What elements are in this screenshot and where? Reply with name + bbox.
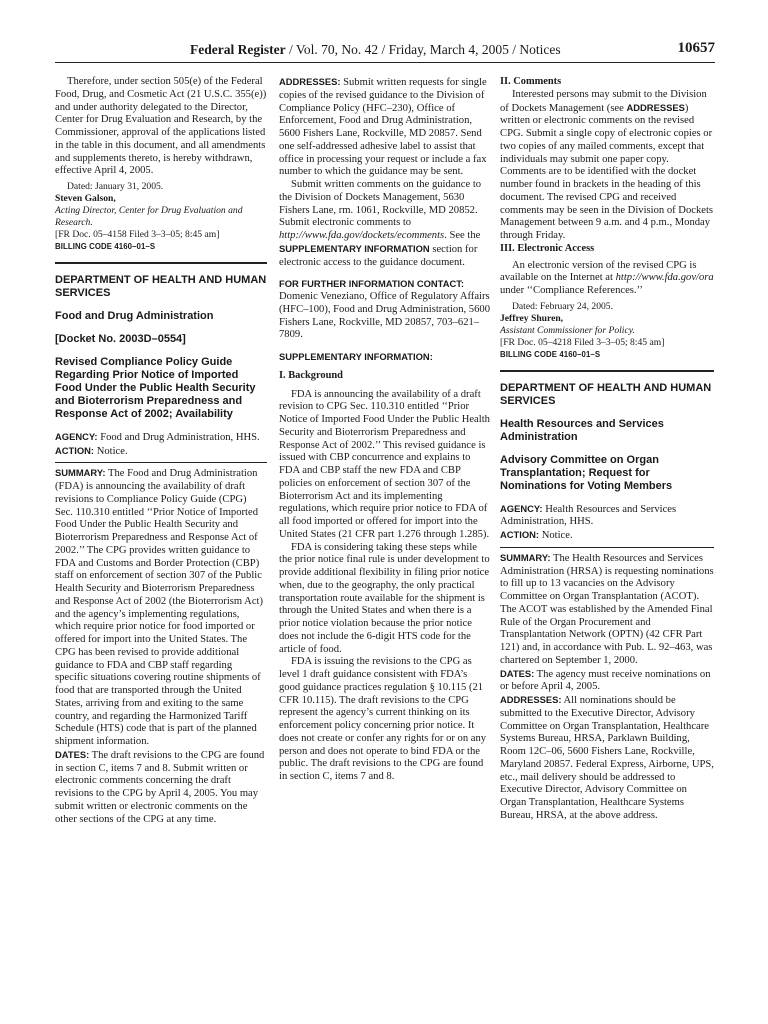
action-line — [55, 445, 267, 459]
agency-line-2 — [500, 503, 714, 530]
summary-divider-2 — [500, 547, 714, 548]
background-heading: I. Background — [279, 369, 343, 381]
addresses-text: Submit written requests for single copies of the revised guidance to the Division of Compliance Policy (HFC–230), Office of Enforcement, Food and Drug Administration, 5600 Fishers Lane, Rockville, MD 20857. Send one self-addressed adhesive label to assist that office in processing your request or include a fax number to which the guidance may be sent. — [279, 77, 487, 178]
agency-label: AGENCY: — [55, 430, 98, 442]
addresses-paragraph — [279, 76, 491, 179]
summary-divider — [55, 462, 267, 463]
dates-paragraph-2 — [500, 668, 714, 695]
action-label: ACTION: — [55, 444, 95, 456]
column-1 — [55, 76, 267, 826]
action-label-2: ACTION: — [500, 529, 540, 540]
department-heading-2: DEPARTMENT OF HEALTH AND HUMAN SERVICES — [500, 381, 712, 407]
agency-text: Food and Drug Administration, HHS. — [97, 431, 260, 443]
docket-number: [Docket No. 2003D–0554] — [55, 332, 186, 345]
background-paragraph-1: FDA is announcing the availability of a draft revision to CPG Sec. 110.310 entitled ‘‘Prior Notice of Imported Food Under the Public Health Security and Bioterrorism Preparedness and Response Act of 2002.’’ This revised guidance is issued with CBP concurrence and explains to FDA and CBP staff the new FDA and CBP policies on enforcement of section 307 of the Bioterrorism Act and its implementing regulations, which require prior notice to FDA of all food imported or offered for import into the United States (21 CFR part 1.276 through 1.285). — [279, 388, 490, 540]
issue-info: / Vol. 70, No. 42 / Friday, March 4, 2005 / Notices — [285, 42, 561, 57]
summary-text: The Food and Drug Administration (FDA) is announcing the availability of draft revisions to Compliance Policy Guide (CPG) Sec. 110.310 entitled ‘‘Prior Notice of Imported Food Under the Public Health Security and Bioterrorism Preparedness and Response Act of 2002.’’ The CPG provides written guidance to FDA and Customs and Border Protection (CBP) staff on enforcement of section 307 of the Public Health Security and Bioterrorism Preparedness and Response Act of 2002 (the Bioterrorism Act) and the agency’s implementing regulations, which require prior notice for food imported or offered for import into the United States. The CPG has been revised to provide additional guidance to FDA and CBP staff regarding specific situations covering routine shipments of food that are transported through the United States, arriving from and exiting to the same country, and regarding the Harmonized Tariff Schedule (HTS) code that is part of the planned shipment information. — [55, 468, 264, 747]
summary-paragraph — [55, 467, 267, 749]
ffi-text: Domenic Veneziano, Office of Regulatory Affairs (HFC–100), Food and Drug Administration, 5600 Fishers Lane, Rockville, MD 20857, 703–621–7809. — [279, 291, 490, 341]
addresses-label-2: ADDRESSES: — [500, 694, 562, 705]
department-heading: DEPARTMENT OF HEALTH AND HUMAN SERVICES — [55, 273, 267, 299]
dates-label-2: DATES: — [500, 667, 535, 679]
action-line-2 — [500, 529, 714, 543]
fr-doc-line-2: [FR Doc. 05–4218 Filed 3–3–05; 8:45 am] — [500, 336, 665, 348]
dated-line: Dated: January 31, 2005. — [67, 181, 164, 192]
addresses-paragraph-2 — [500, 694, 714, 823]
agency-heading: Food and Drug Administration — [55, 309, 214, 322]
summary-label: SUMMARY: — [55, 467, 106, 479]
billing-code-2: BILLING CODE 4160–01–S — [500, 349, 601, 359]
signer-title-2: Assistant Commissioner for Policy. — [500, 324, 635, 336]
action-text-2: Notice. — [539, 530, 573, 541]
action-text: Notice. — [94, 445, 128, 457]
summary-label-2: SUMMARY: — [500, 551, 551, 563]
section-divider — [55, 262, 267, 264]
notice-title: Revised Compliance Policy Guide Regarding Prior Notice of Imported Food Under the Public Health Security and Bioterrorism Preparedness and Response Act of 2002; Availability — [55, 355, 256, 420]
fr-doc-line: [FR Doc. 05–4158 Filed 3–3–05; 8:45 am] — [55, 229, 220, 240]
agency-label-2: AGENCY: — [500, 502, 543, 514]
addresses-text-2: All nominations should be submitted to the Executive Director, Advisory Committee on Organ Transplantation, Healthcare Systems Bureau, HRSA, Parklawn Building, Room 12C–06, 5600 Fishers Lane, Rockville, Maryland 20857. Federal Express, Airborne, UPS, etc., mail delivery should be addressed to Executive Director, Advisory Committee on Organ Transplantation, Healthcare Systems Bureau, HRSA, at the above address. — [500, 695, 714, 821]
signer-title: Acting Director, Center for Drug Evaluation and Research. — [55, 205, 243, 228]
summary-paragraph-2 — [500, 552, 714, 668]
ora-link[interactable]: http://www.fda.gov/ora — [615, 272, 714, 284]
notice-title-2: Advisory Committee on Organ Transplantation; Request for Nominations for Voting Members — [500, 453, 673, 492]
ffi-label: FOR FURTHER INFORMATION CONTACT: — [279, 278, 465, 290]
dated-line-2: Dated: February 24, 2005. — [512, 300, 613, 312]
signer-name: Steven Galson, — [55, 193, 116, 204]
summary-text-2: The Health Resources and Services Administration (HRSA) is requesting nominations to fill up to 13 vacancies on the Advisory Committee on Organ Transplantation (ACOT). The ACOT was established by the Amended Final Rule of the Organ Procurement and Transplantation Network (OPTN) (42 CFR Part 121) and, in accordance with Pub. L. 92–463, was chartered on September 1, 2000. — [500, 552, 714, 666]
withdrawal-paragraph: Therefore, under section 505(e) of the Federal Food, Drug, and Cosmetic Act (21 U.S.C. 355(e)) and under authority delegated to the Director, Center for Drug Evaluation and Research, by the Commissioner, approval of the applications listed in the table in this document, and all amendments and supplements thereto, is hereby withdrawn, effective April 4, 2005. — [55, 76, 267, 177]
running-head — [190, 42, 561, 58]
background-paragraph-2: FDA is considering taking these steps while the prior notice final rule is under development to provide additional flexibility in filing prior notice when, due to the geography, the only practical transportation route available for the shipment is through the United States and when there is a prior notice violation because the prior notice does not include the 6-digit HTS code for the article of food. — [279, 541, 490, 655]
dates-label: DATES: — [55, 748, 90, 760]
page-number: 10657 — [677, 40, 715, 56]
supplementary-ref: SUPPLEMENTARY INFORMATION — [279, 242, 430, 254]
signer-name-2: Jeffrey Shuren, — [500, 312, 564, 324]
addresses-ref: ADDRESSES — [626, 101, 685, 113]
agency-text-2: Health Resources and Services Administration, HHS. — [500, 503, 677, 528]
column-2 — [279, 76, 491, 784]
journal-name: Federal Register — [190, 42, 286, 57]
submit-comments-paragraph: Submit written comments on the guidance to the Division of Dockets Management, 5630 Fishers Lane, rm. 1061, Rockville, MD 20852. Submit electronic comments to http://www.fda.gov/dockets/ecomments. See the SUPPLEMENTARY INFORMATION section for electronic access to the guidance document. — [279, 179, 482, 268]
column-3 — [500, 76, 714, 823]
dates-text: The draft revisions to the CPG are found in section C, items 7 and 8. Submit written or electronic comments concerning the draft revisions to the CPG by April 4, 2005. You may submit written or electronic comments on the other sections of the CPG at any time. — [55, 749, 265, 825]
comments-heading: II. Comments — [500, 76, 562, 87]
background-paragraph-3: FDA is issuing the revisions to the CPG as level 1 draft guidance consistent with FDA’s good guidance practices regulation § 10.115 (21 CFR 10.115). The draft revisions to the CPG represent the agency’s current thinking on its enforcement policy concerning prior notice. It does not create or confer any rights for or on any person and does not operate to bind FDA or the public. The draft revisions to the CPG are found in section C, items 7 and 8. — [279, 656, 487, 782]
electronic-access-paragraph: An electronic version of the revised CPG is available on the Internet at http://www.fda.gov/ora under ‘‘Compliance References.’’ — [500, 259, 714, 296]
comments-paragraph: Interested persons may submit to the Division of Dockets Management (see ADDRESSES) written or electronic comments on the revised CPG. Submit a single copy of electronic copies or two copies of any mailed comments, except that individuals may submit one paper copy. Comments are to be identified with the docket number found in brackets in the heading of this document. The revised CPG and received comments may be seen in the Division of Dockets Management between 9 a.m. and 4 p.m., Monday through Friday. — [500, 88, 714, 241]
addresses-label: ADDRESSES: — [279, 76, 341, 87]
electronic-access-heading: III. Electronic Access — [500, 242, 595, 254]
ecomments-link[interactable]: http://www.fda.gov/dockets/ecomments — [279, 230, 445, 241]
agency-line — [55, 431, 267, 445]
agency-heading-2: Health Resources and Services Administration — [500, 417, 664, 443]
supplementary-label: SUPPLEMENTARY INFORMATION: — [279, 351, 433, 362]
page-header — [55, 40, 715, 63]
dates-paragraph — [55, 749, 267, 827]
dates-text-2: The agency must receive nominations on or before April 4, 2005. — [500, 668, 711, 693]
billing-code: BILLING CODE 4160–01–S — [55, 242, 156, 251]
section-divider-2 — [500, 370, 714, 372]
